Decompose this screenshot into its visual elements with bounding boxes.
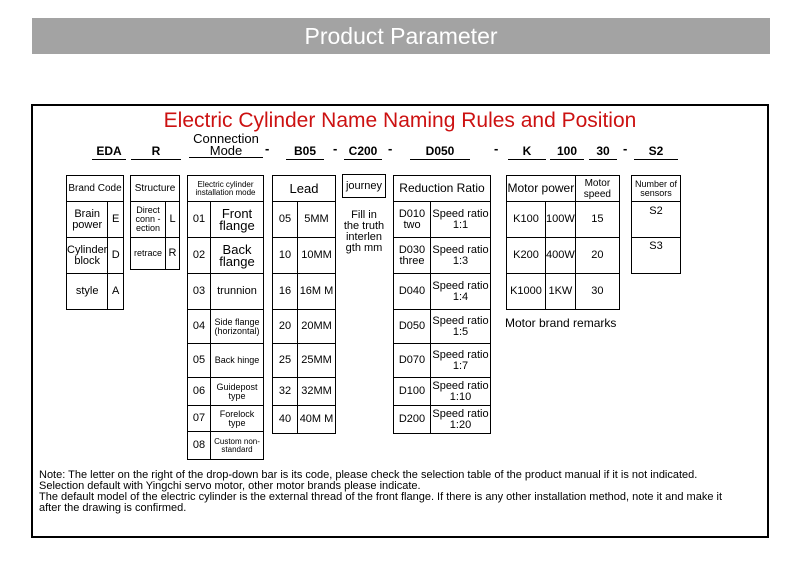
sensor-table (631, 175, 681, 274)
table-cell: Direct conn -ection (131, 202, 166, 238)
table-cell: Custom non-standard (211, 432, 264, 460)
code-dash: - (388, 141, 393, 156)
reduction-ratio-table (393, 175, 491, 434)
table-cell: K100 (507, 202, 546, 238)
table-cell: E (108, 202, 124, 238)
table-cell: 03 (188, 274, 211, 310)
table-cell: 05 (273, 202, 298, 238)
table-cell: 100W (546, 202, 576, 238)
table-header: Electric cylinder installation mode (188, 176, 264, 202)
lead-table (272, 175, 336, 434)
table-header: Lead (273, 176, 336, 202)
table-cell: A (108, 274, 124, 310)
brand-code-table (66, 175, 124, 310)
table-cell: Forelock type (211, 406, 264, 432)
motor-table (506, 175, 620, 310)
table-cell: D030 three (394, 238, 431, 274)
code-dash: - (623, 141, 628, 156)
table-cell: 07 (188, 406, 211, 432)
table-cell: 06 (188, 378, 211, 406)
table-cell: Speed ratio 1:5 (431, 310, 491, 344)
diagram-title: Electric Cylinder Name Naming Rules and Position (163, 109, 637, 132)
table-cell: D (108, 238, 124, 274)
table-cell: 01 (188, 202, 211, 238)
table-cell: D050 (394, 310, 431, 344)
table-cell: Speed ratio 1:4 (431, 274, 491, 310)
table-cell: L (166, 202, 180, 238)
table-cell: Back hinge (211, 344, 264, 378)
code-lead: B05 (286, 144, 324, 160)
table-cell: trunnion (211, 274, 264, 310)
table-cell: 25MM (298, 344, 336, 378)
table-cell: 32 (273, 378, 298, 406)
table-header: Brand Code (67, 176, 124, 202)
table-header: Structure (131, 176, 180, 202)
table-cell: 20MM (298, 310, 336, 344)
table-cell: Speed ratio 1:20 (431, 406, 491, 434)
note-line: Selection default with Yingchi servo motor, other motor brands please indicate. (39, 480, 421, 492)
code-brand: EDA (92, 144, 126, 160)
table-cell: 15 (575, 202, 619, 238)
table-cell: D010 two (394, 202, 431, 238)
table-cell: 1KW (546, 274, 576, 310)
notes (39, 470, 729, 514)
table-cell: 16 (273, 274, 298, 310)
table-cell: 32MM (298, 378, 336, 406)
table-header: Motor speed (575, 176, 619, 202)
table-cell: D040 (394, 274, 431, 310)
code-connection-mode: Connection Mode (189, 133, 263, 158)
table-cell: 30 (575, 274, 619, 310)
table-cell: Side flange (horizontal) (211, 310, 264, 344)
table-cell: 25 (273, 344, 298, 378)
code-sensors: S2 (634, 144, 678, 160)
table-cell: 10 (273, 238, 298, 274)
code-dash: - (265, 141, 270, 156)
table-cell: Speed ratio 1:1 (431, 202, 491, 238)
table-cell: 16M M (298, 274, 336, 310)
table-cell: 04 (188, 310, 211, 344)
table-cell: Speed ratio 1:7 (431, 344, 491, 378)
table-cell: 40M M (298, 406, 336, 434)
code-motor-power: 100 (550, 144, 584, 160)
motor-brand-remarks: Motor brand remarks (505, 316, 617, 330)
note-line: Note: The letter on the right of the drop-down bar is its code, please check the selection table of the product manual if it is not indicated. (39, 469, 698, 481)
table-header: Reduction Ratio (394, 176, 491, 202)
table-cell: 02 (188, 238, 211, 274)
structure-table (130, 175, 180, 270)
code-structure: R (131, 144, 181, 160)
installation-mode-table (187, 175, 264, 460)
table-cell: K1000 (507, 274, 546, 310)
table-cell: Speed ratio 1:3 (431, 238, 491, 274)
table-cell: 10MM (298, 238, 336, 274)
code-motor-speed: 30 (589, 144, 617, 160)
table-cell: S2 (632, 202, 681, 238)
table-cell: Speed ratio 1:10 (431, 378, 491, 406)
table-cell: 40 (273, 406, 298, 434)
table-cell: 400W (546, 238, 576, 274)
table-cell: Front flange (211, 202, 264, 238)
table-header: Number of sensors (632, 176, 681, 202)
table-cell: Brain power (67, 202, 108, 238)
table-cell: style (67, 274, 108, 310)
code-reduction: D050 (410, 144, 470, 160)
journey-note: Fill in the truth interlen gth mm (343, 209, 385, 254)
journey-column (342, 174, 386, 254)
table-header: Motor power (507, 176, 576, 202)
table-cell: Back flange (211, 238, 264, 274)
table-cell: K200 (507, 238, 546, 274)
page-banner: Product Parameter (32, 18, 770, 54)
code-journey: C200 (344, 144, 382, 160)
note-line: The default model of the electric cylinder is the external thread of the front flange. If there is any other installation method, note it and make it after the drawing is confirmed. (39, 491, 722, 514)
table-cell: 08 (188, 432, 211, 460)
table-cell: R (166, 238, 180, 270)
code-dash: - (333, 141, 338, 156)
journey-header: journey (342, 174, 386, 198)
table-cell: 05 (188, 344, 211, 378)
code-dash: - (494, 141, 499, 156)
table-cell: D100 (394, 378, 431, 406)
table-cell: D200 (394, 406, 431, 434)
table-cell: S3 (632, 238, 681, 274)
table-cell: retrace (131, 238, 166, 270)
table-cell: 20 (575, 238, 619, 274)
table-cell: Guidepost type (211, 378, 264, 406)
code-motor-k: K (508, 144, 546, 160)
table-cell: 5MM (298, 202, 336, 238)
table-cell: 20 (273, 310, 298, 344)
table-cell: Cylinder block (67, 238, 108, 274)
table-cell: D070 (394, 344, 431, 378)
